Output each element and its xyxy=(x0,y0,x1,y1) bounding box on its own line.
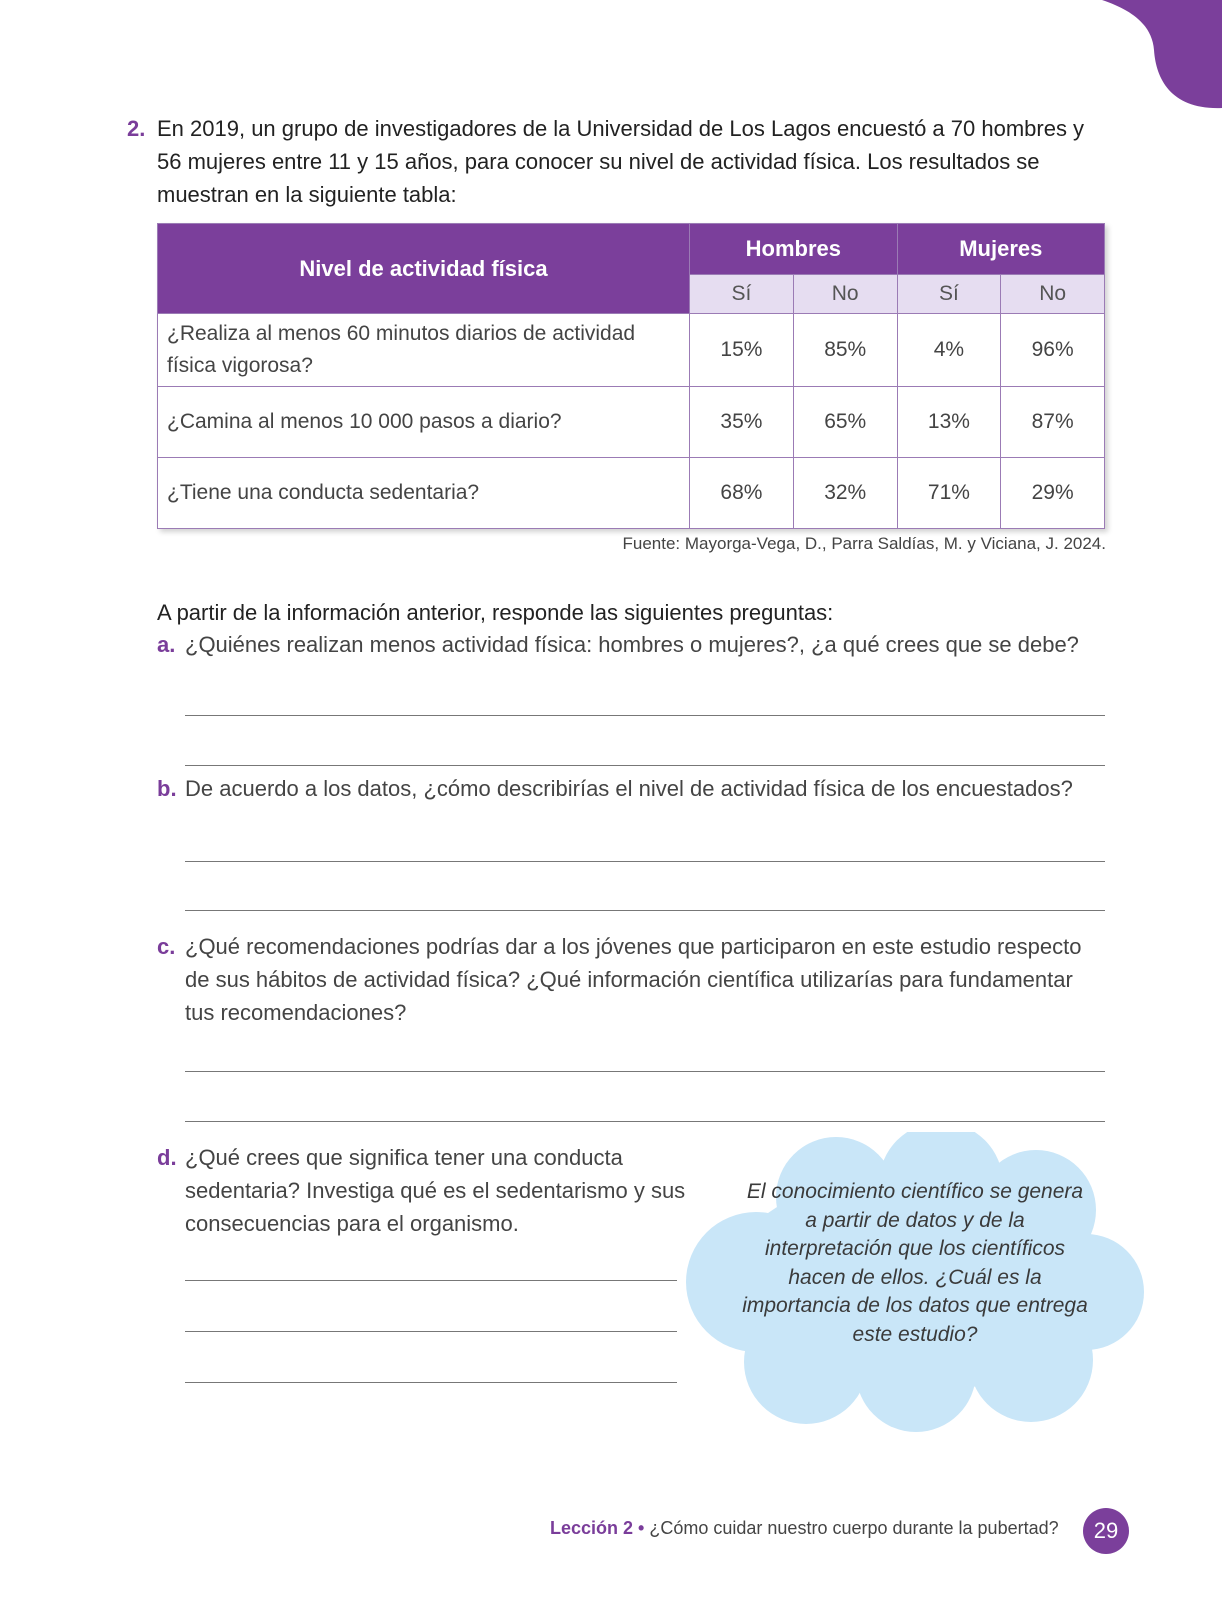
answer-line[interactable] xyxy=(185,910,1105,911)
cell-men-no: 85% xyxy=(793,314,897,387)
subquestion-letter: c. xyxy=(157,934,176,959)
footer-title: ¿Cómo cuidar nuestro cuerpo durante la pubertad? xyxy=(649,1518,1059,1538)
header-women-no: No xyxy=(1001,275,1105,314)
table-source: Fuente: Mayorga-Vega, D., Parra Saldías, M. y Viciana, J. 2024. xyxy=(622,534,1106,553)
cell-women-yes: 13% xyxy=(897,387,1001,458)
subquestion-d xyxy=(157,1141,687,1240)
footer-lesson: Lección 2 xyxy=(550,1518,634,1538)
subquestion-letter: d. xyxy=(157,1145,177,1170)
answer-line[interactable] xyxy=(185,765,1105,766)
header-women: Mujeres xyxy=(897,224,1104,275)
answer-line[interactable] xyxy=(185,1280,677,1281)
subquestion-a xyxy=(157,628,1107,661)
subquestion-text: ¿Quiénes realizan menos actividad física: hombres o mujeres?, ¿a qué crees que se debe? xyxy=(185,632,1079,657)
cell-men-yes: 15% xyxy=(690,314,794,387)
subquestion-text: ¿Qué crees que significa tener una conducta sedentaria? Investiga qué es el sedentarismo y sus consecuencias para el organismo. xyxy=(185,1145,686,1236)
row-label: ¿Tiene una conducta sedentaria? xyxy=(158,458,690,529)
cell-women-no: 87% xyxy=(1001,387,1105,458)
activity-table xyxy=(157,223,1105,529)
cell-men-yes: 68% xyxy=(690,458,794,529)
cell-men-no: 32% xyxy=(793,458,897,529)
row-label: ¿Camina al menos 10 000 pasos a diario? xyxy=(158,387,690,458)
answer-line[interactable] xyxy=(185,1382,677,1383)
cell-women-yes: 71% xyxy=(897,458,1001,529)
subquestion-b xyxy=(157,772,1107,805)
question-number: 2. xyxy=(127,116,146,141)
row-label: ¿Realiza al menos 60 minutos diarios de actividad física vigorosa? xyxy=(158,314,690,387)
subquestion-text: ¿Qué recomendaciones podrías dar a los jóvenes que participaron en este estudio respecto de sus hábitos de actividad física? ¿Qué información científica utilizarías para fundamentar tus recomendaciones? xyxy=(185,934,1082,1025)
page-number: 29 xyxy=(1083,1508,1129,1554)
subquestion-text: De acuerdo a los datos, ¿cómo describirías el nivel de actividad física de los encuestados? xyxy=(185,776,1073,801)
cell-men-no: 65% xyxy=(793,387,897,458)
question-text: En 2019, un grupo de investigadores de la Universidad de Los Lagos encuestó a 70 hombres y 56 mujeres entre 11 y 15 años, para conocer su nivel de actividad física. Los resultados se muestran en la siguiente tabla: xyxy=(157,116,1085,207)
corner-decoration xyxy=(1092,0,1222,115)
cell-women-no: 96% xyxy=(1001,314,1105,387)
instruction: A partir de la información anterior, responde las siguientes preguntas: xyxy=(157,600,834,625)
cloud-text: El conocimiento científico se genera a partir de datos y de la interpretación que los científicos hacen de ellos. ¿Cuál es la importancia de los datos que entrega este estudio? xyxy=(742,1180,1088,1346)
footer-separator: • xyxy=(638,1518,645,1538)
cell-women-no: 29% xyxy=(1001,458,1105,529)
answer-line[interactable] xyxy=(185,1331,677,1332)
subquestion-letter: b. xyxy=(157,776,177,801)
header-activity-level: Nivel de actividad física xyxy=(158,224,690,314)
cell-women-yes: 4% xyxy=(897,314,1001,387)
answer-line[interactable] xyxy=(185,861,1105,862)
subquestion-letter: a. xyxy=(157,632,176,657)
subquestion-c xyxy=(157,930,1092,1029)
table-row xyxy=(158,314,1105,387)
header-men-no: No xyxy=(793,275,897,314)
answer-line[interactable] xyxy=(185,1071,1105,1072)
footer xyxy=(550,1518,1059,1539)
answer-line[interactable] xyxy=(185,715,1105,716)
header-women-yes: Sí xyxy=(897,275,1001,314)
answer-line[interactable] xyxy=(185,1121,1105,1122)
header-men: Hombres xyxy=(690,224,898,275)
question-2 xyxy=(127,112,1107,211)
header-men-yes: Sí xyxy=(690,275,794,314)
table-row xyxy=(158,458,1105,529)
table-row xyxy=(158,387,1105,458)
cell-men-yes: 35% xyxy=(690,387,794,458)
